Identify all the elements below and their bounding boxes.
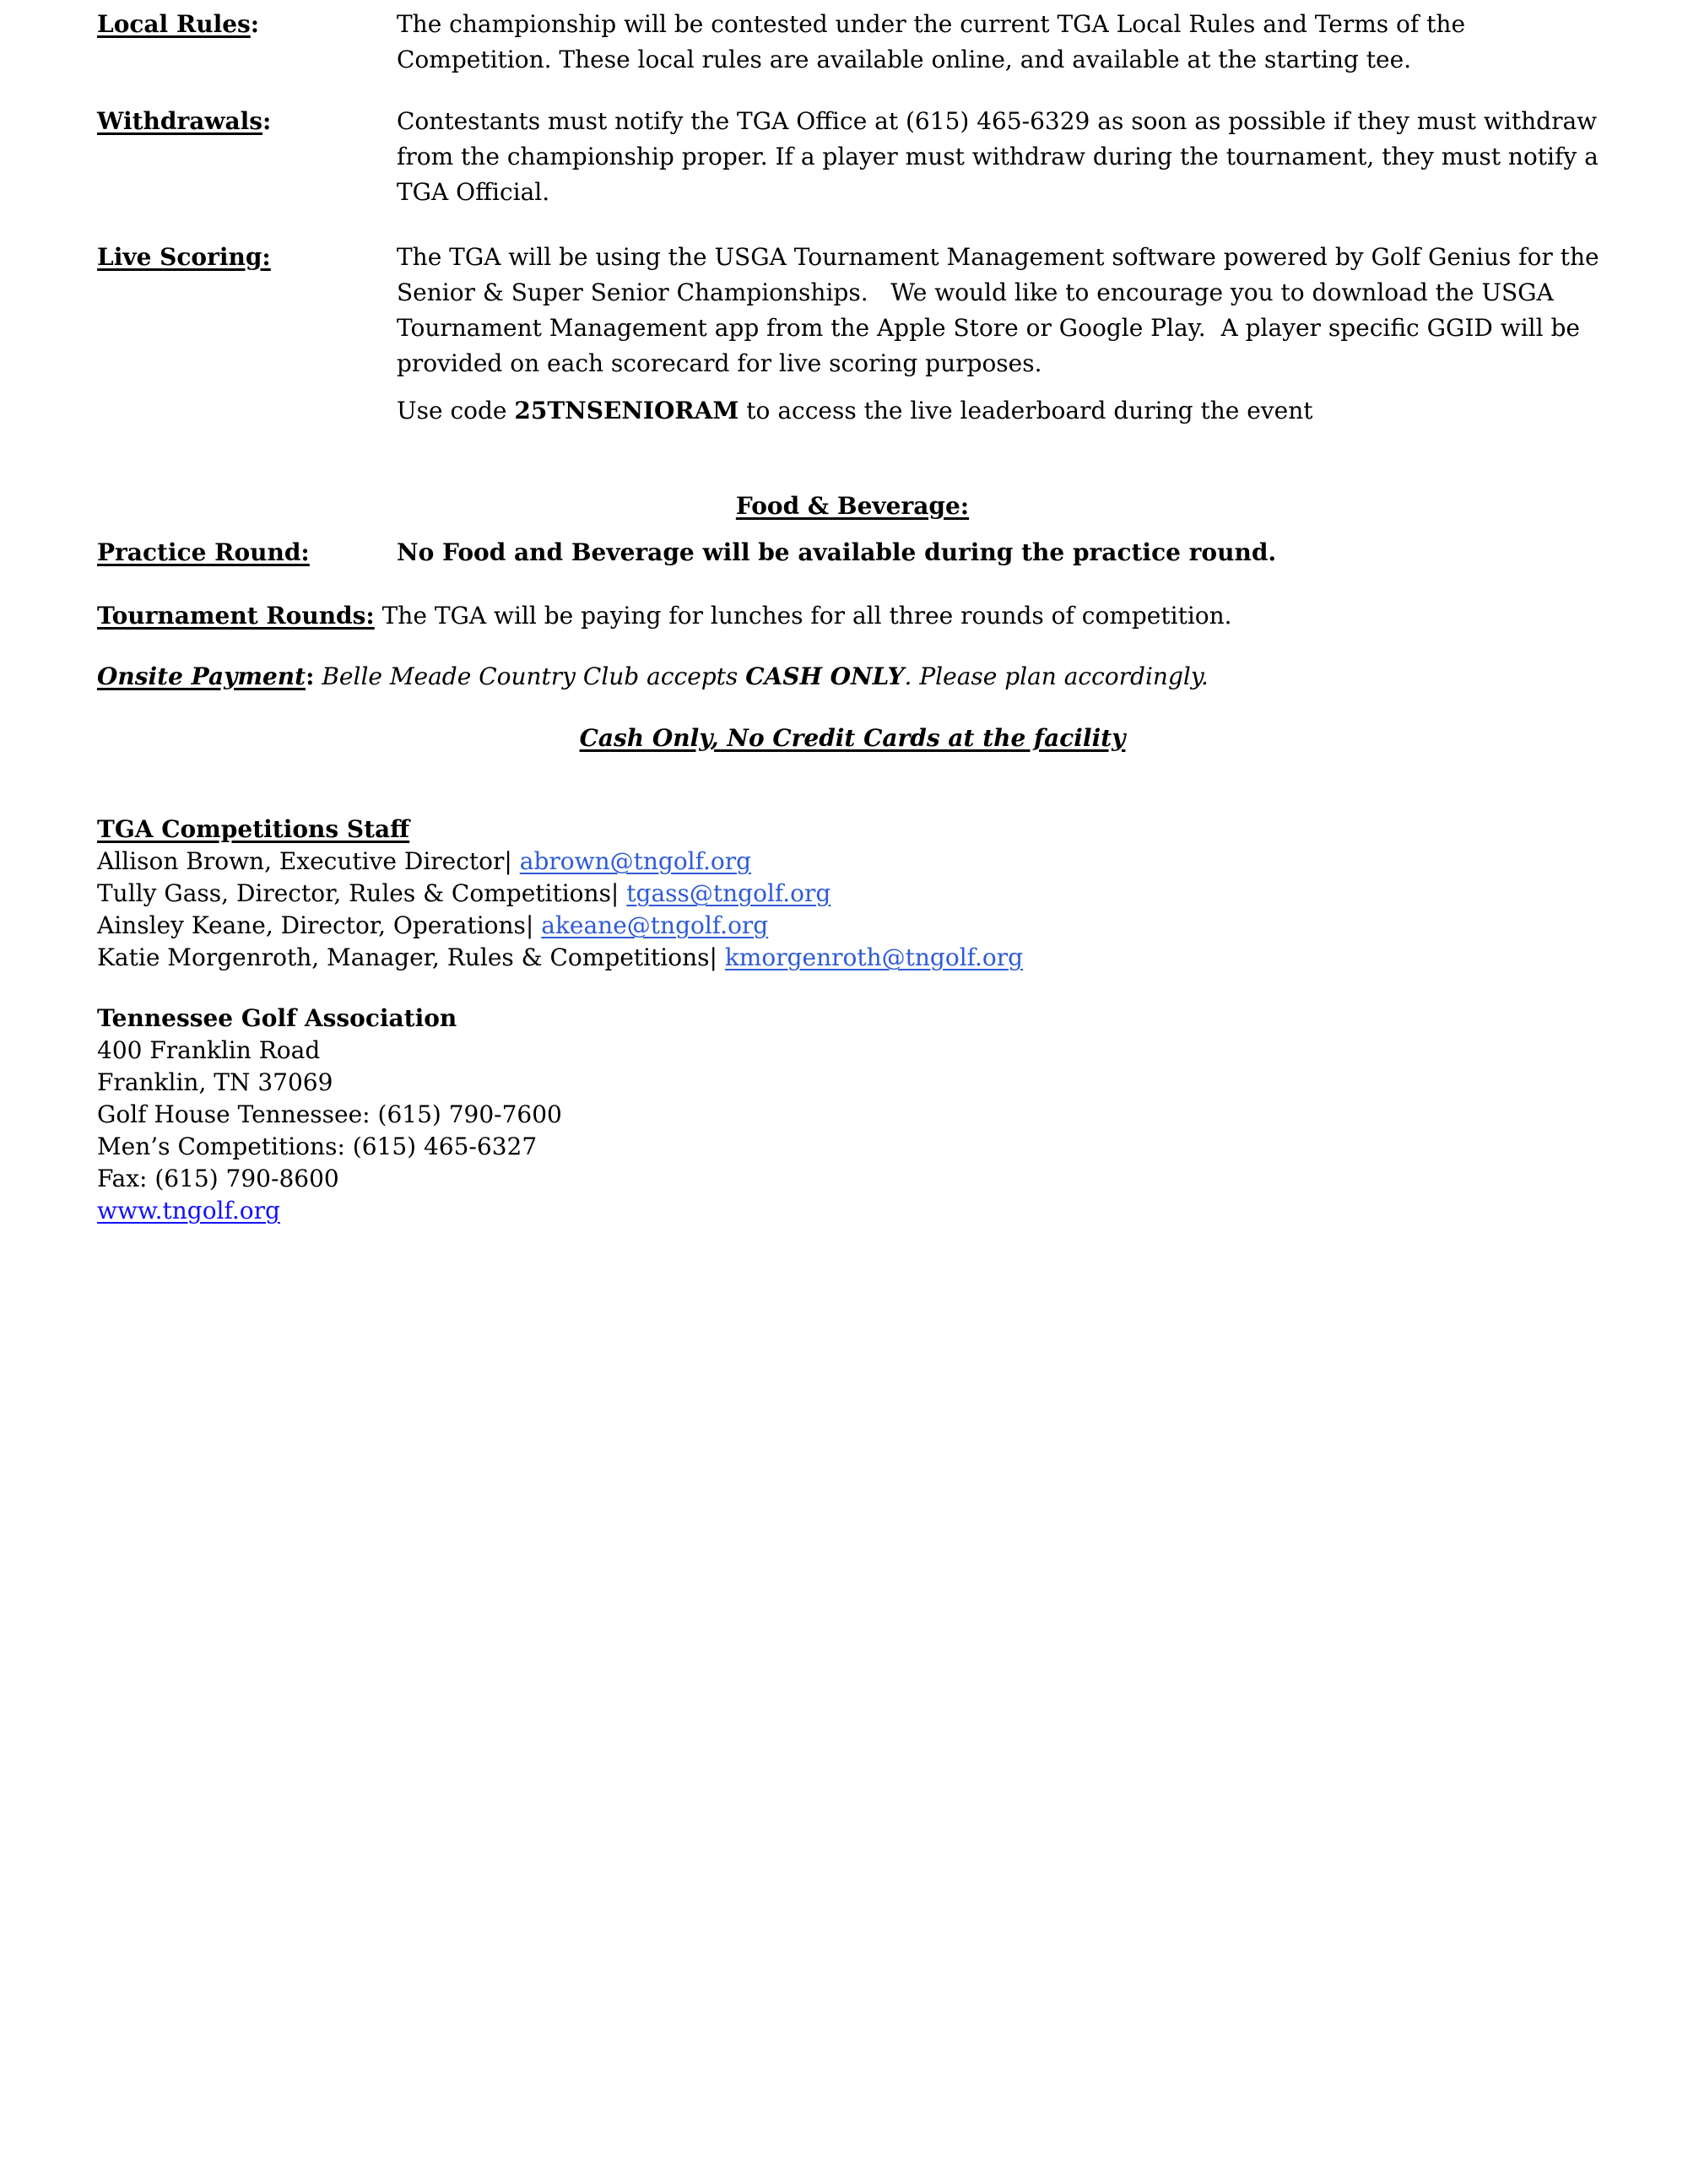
onsite-payment-pre: Belle Meade Country Club accepts — [314, 662, 746, 690]
staff-member-info: Allison Brown, Executive Director| — [97, 847, 520, 875]
practice-round-label: Practice Round: — [97, 538, 310, 566]
local-rules-body: The championship will be contested under the current TGA Local Rules and Terms of the Competition. These local rules are available online, and available at the starting tee. — [397, 10, 1473, 73]
section-practice-round — [97, 535, 1608, 570]
website-link[interactable]: www.tngolf.org — [97, 1197, 280, 1224]
live-scoring-label: Live Scoring: — [97, 243, 271, 271]
local-rules-label-col — [97, 7, 397, 78]
withdrawals-label: Withdrawals — [97, 107, 262, 135]
section-withdrawals — [97, 104, 1608, 210]
staff-email-link[interactable]: kmorgenroth@tngolf.org — [724, 943, 1024, 971]
staff-member-row — [97, 846, 1608, 878]
tournament-rounds-label: Tournament Rounds: — [97, 602, 375, 630]
staff-heading: TGA Competitions Staff — [97, 815, 410, 843]
staff-heading-row — [97, 814, 1608, 846]
cash-only-notice: Cash Only, No Credit Cards at the facility — [579, 724, 1126, 752]
association-address-line: 400 Franklin Road — [97, 1036, 321, 1064]
live-scoring-label-col — [97, 240, 397, 429]
section-live-scoring — [97, 240, 1608, 429]
tournament-rounds-body: The TGA will be paying for lunches for all three rounds of competition. — [374, 602, 1232, 630]
staff-member-row — [97, 942, 1608, 974]
live-scoring-body-col — [397, 240, 1608, 429]
staff-member-info: Tully Gass, Director, Rules & Competitions| — [97, 879, 627, 907]
association-name: Tennessee Golf Association — [97, 1004, 457, 1032]
onsite-payment-label: Onsite Payment — [97, 662, 306, 690]
staff-member-info: Ainsley Keane, Director, Operations| — [97, 911, 542, 939]
association-phone-line: Golf House Tennessee: (615) 790-7600 — [97, 1100, 562, 1128]
withdrawals-body: Contestants must notify the TGA Office at (615) 465-6329 as soon as possible if they must withdraw from the championship proper. If a player must withdraw during the tournament, they must notify a TGA Official. — [397, 107, 1606, 206]
staff-member-info: Katie Morgenroth, Manager, Rules & Competitions| — [97, 943, 725, 971]
association-fax-line: Fax: (615) 790-8600 — [97, 1165, 339, 1192]
staff-email-link[interactable]: tgass@tngolf.org — [626, 879, 831, 907]
withdrawals-label-col — [97, 104, 397, 210]
practice-round-label-col — [97, 535, 397, 570]
section-tournament-rounds — [97, 598, 1608, 634]
website-row — [97, 1195, 1608, 1227]
section-local-rules — [97, 7, 1608, 78]
live-scoring-code-line — [397, 393, 1608, 429]
code-line-post: to access the live leaderboard during the event — [738, 397, 1313, 424]
food-beverage-heading-row — [97, 489, 1608, 524]
local-rules-label: Local Rules — [97, 10, 251, 38]
onsite-payment-colon: : — [306, 662, 315, 690]
withdrawals-colon: : — [262, 107, 272, 135]
staff-block — [97, 814, 1608, 974]
code-line-pre: Use code — [397, 397, 515, 424]
practice-round-body: No Food and Beverage will be available during the practice round. — [397, 538, 1277, 566]
onsite-payment-cash-only: CASH ONLY — [745, 662, 905, 690]
section-onsite-payment — [97, 659, 1608, 695]
live-scoring-body: The TGA will be using the USGA Tournament Management software powered by Golf Genius for the Senior & Super Senior Championships. We would like to encourage you to download the USGA Tournament Management app from the Apple Store or Google Play. A player specific GGID will be provided on each scorecard for live scoring purposes. — [397, 243, 1607, 377]
staff-email-link[interactable]: abrown@tngolf.org — [519, 847, 752, 875]
staff-member-row — [97, 878, 1608, 910]
staff-email-link[interactable]: akeane@tngolf.org — [541, 911, 769, 939]
association-phone-line: Men’s Competitions: (615) 465-6327 — [97, 1133, 538, 1160]
leaderboard-code: 25TNSENIORAM — [514, 397, 739, 424]
food-beverage-heading: Food & Beverage: — [735, 492, 970, 520]
cash-only-notice-row — [97, 721, 1608, 756]
staff-member-row — [97, 910, 1608, 942]
local-rules-colon: : — [250, 10, 260, 38]
association-address-line: Franklin, TN 37069 — [97, 1068, 333, 1096]
onsite-payment-post: . Please plan accordingly. — [904, 662, 1209, 690]
association-block — [97, 1003, 1608, 1227]
